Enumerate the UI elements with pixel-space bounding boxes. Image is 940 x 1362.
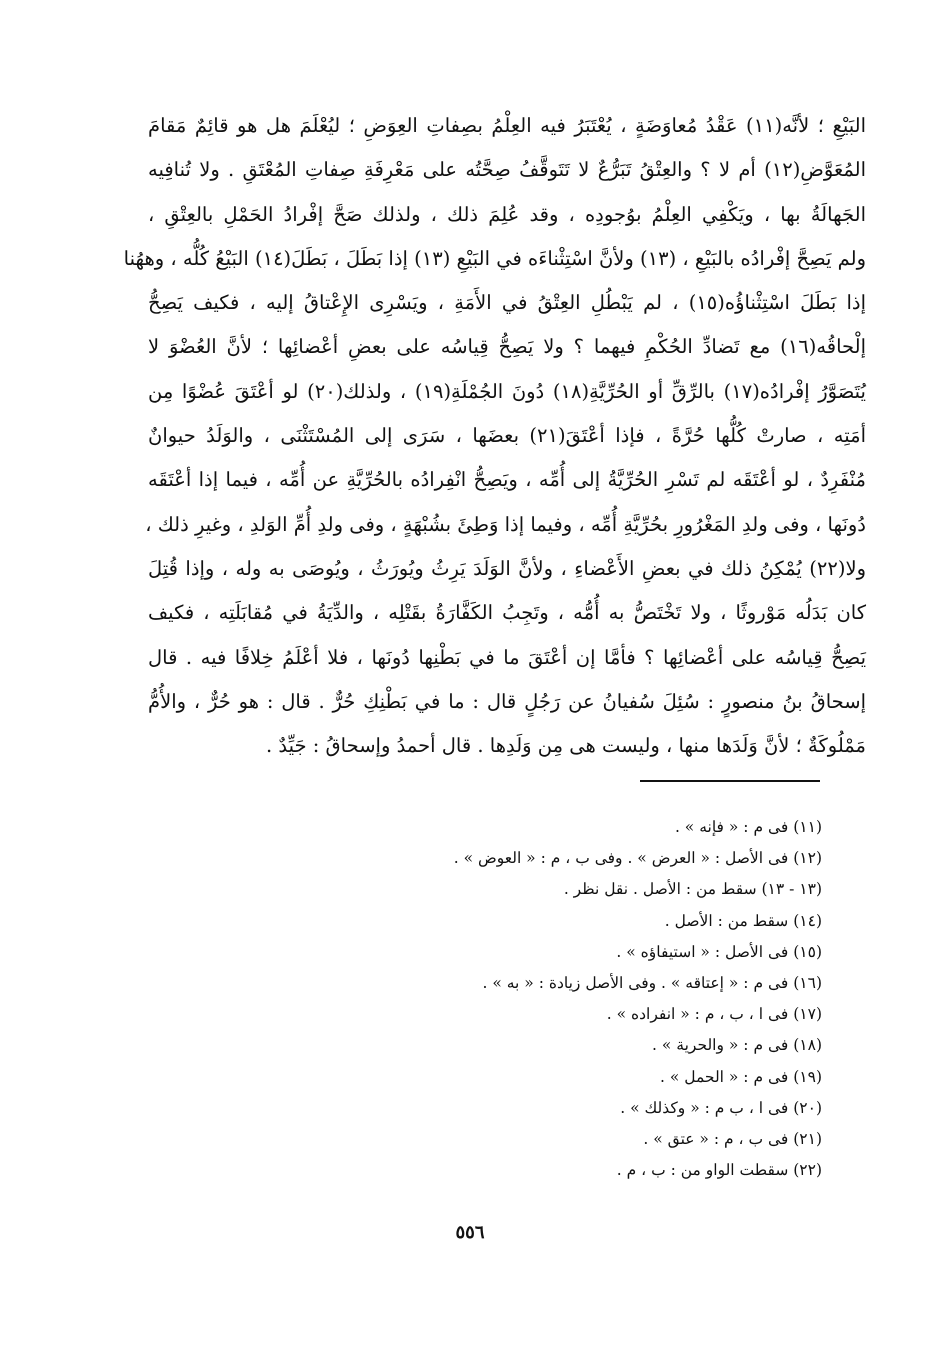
text-line: مَمْلُوكَةٌ ؛ لأنَّ وَلَدَها منها ، وليست هى مِن وَلَدِها . قال أحمدُ وإسحاقُ : جَيِّدٌ .: [266, 734, 866, 758]
text-line: دُونَها ، وفى ولدِ المَغْرُورِ بحُرِّيَّةِ أُمِّه ، وفيما إذا وَطِئَ بشُبْهَةٍ ، وفى ولدِ أُمِّ الوَلدِ ، وغيرِ ذلك ،: [145, 512, 866, 536]
footnote: (١٤) سقط من : الأصل .: [664, 911, 822, 930]
text-line: ولم يَصِحَّ إفْرادُه بالبَيْعِ ، (١٣) ولأنَّ اسْتِثْناءَه في البَيْعِ (١٣) إذا بَطَلَ ، بَطَلَ(١٤) البَيْعُ كُلُّه ، وههُنا: [123, 246, 866, 270]
text-line: إسحاقُ بنُ منصورٍ : سُئِلَ سُفيانُ عن رَجُلٍ قال : ما في بَطْنِكِ حُرٌّ . قال : هو حُرٌّ ، والأُمُّ: [148, 689, 866, 713]
footnote: (١١) فى م : « فإنه » .: [674, 818, 822, 836]
text-line: إذا بَطَلَ اسْتِثْناؤُه(١٥) ، لم يَبْطُلِ العِتْقُ في الأَمَةِ ، ويَسْرِى الإِعْتاقُ إليه ، فكيف يَصِحُّ: [148, 291, 867, 315]
text-line: المُعَوَّضِ(١٢) أم لا ؟ والعِتْقُ تَبَرُّعٌ لا تَتَوقَّفُ صِحَّتُه على مَعْرِفَةِ صِفاتِ المُعْتَقِ . ولا تُنافِيه: [148, 158, 866, 182]
main-text-block: [123, 104, 867, 768]
text-line: يُتَصَوَّرُ إفْرادُه(١٧) بالرِّقِّ أو الحُرِّيَّةِ(١٨) دُونَ الجُمْلَةِ(١٩) ، ولذلك(٢٠) لو أعْتَقَ عُضْوًا مِن: [148, 379, 866, 403]
footnote: (٢٢) سقطت الواو من : ب ، م .: [616, 1161, 822, 1180]
text-line: البَيْعِ ؛ لأنَّه(١١) عَقْدُ مُعاوَضَةٍ ، يُعْتَبَرُ فيه العِلْمُ بصِفاتِ العِوَضِ ؛ ليُعْلَمَ هل هو قائِمٌ مَقامَ: [148, 114, 866, 137]
footnotes-block: [302, 812, 822, 1186]
text-line: كان بَدَلُه مَوْروثًا ، ولا تَخْتَصُّ به أُمُّه ، وتَجِبُ الكَفَّارَةُ بقَتْلِه ، والدِّيَةُ في مُقابَلَتِه ، فكيف: [148, 601, 866, 625]
footnote: (١٨) فى م : « والحرية » .: [652, 1036, 822, 1055]
footnote: (٢١) فى ب ، م : « عتق » .: [643, 1129, 822, 1148]
text-line: إلْحاقُه(١٦) مع تَضادِّ الحُكْمِ فيهما ؟ ولا يَصِحُّ قِياسُه على بعضِ أعْضائِها ؛ لأنَّ العُضْوَ لا: [148, 335, 866, 359]
text-line: مُنْفَرِدٌ ، لو أعْتَقَه لم تَسْرِ الحُرِّيَّةُ إلى أُمِّه ، ويَصِحُّ انْفِرادُه بالحُرِّيَّةِ عن أُمِّه ، فيما إذا أعْتَقَه: [148, 468, 866, 492]
footnote: (١٥) فى الأصل : « استيفاؤه » .: [616, 942, 822, 961]
footnote: (٢٠) فى ا ، ب م : « وكذلك » .: [620, 1098, 822, 1117]
page-number: ٥٥٦: [455, 1222, 485, 1243]
text-line: ولا(٢٢) يُمْكِنُ ذلك في بعضِ الأَعْضاءِ ، ولأنَّ الوَلَدَ يَرِثُ ويُورَثُ ، ويُوصَى به وله ، وإذا قُتِلَ: [148, 556, 867, 580]
text-line: أمَتِه ، صارتْ كُلُّها حُرَّةً ، فإذا أعْتَقَ(٢١) بعضَها ، سَرَى إلى المُسْتَثْنَى ، والوَلَدُ حيوانٌ: [148, 424, 866, 448]
footnote-separator: [640, 780, 820, 782]
footnote: (١٦) فى م : « إعتاقه » . وفى الأصل زيادة : « به » .: [482, 973, 822, 992]
text-line: الجَهالَةُ بها ، ويَكْفِي العِلْمُ بوُجودِه ، وقد عُلِمَ ذلك ، ولذلك صَحَّ إفْرادُ الحَمْلِ بالعِتْقِ ،: [148, 202, 866, 226]
text-line: يَصِحُّ قِياسُه على أعْضائِها ؟ فأمَّا إن أعْتَقَ ما في بَطْنِها دُونَها ، فلا أعْلَمُ خِلافًا فيه . قال: [148, 645, 866, 669]
footnote: (١٢) فى الأصل : « العرض » . وفى ب ، م : « العوض » .: [453, 849, 822, 868]
footnote: (١٧) فى ا ، ب ، م : « انفراده » .: [606, 1005, 822, 1024]
footnote: (١٣ - ١٣) سقط من : الأصل . نقل نظر .: [563, 880, 822, 899]
footnote: (١٩) فى م : « الحمل » .: [659, 1067, 822, 1086]
